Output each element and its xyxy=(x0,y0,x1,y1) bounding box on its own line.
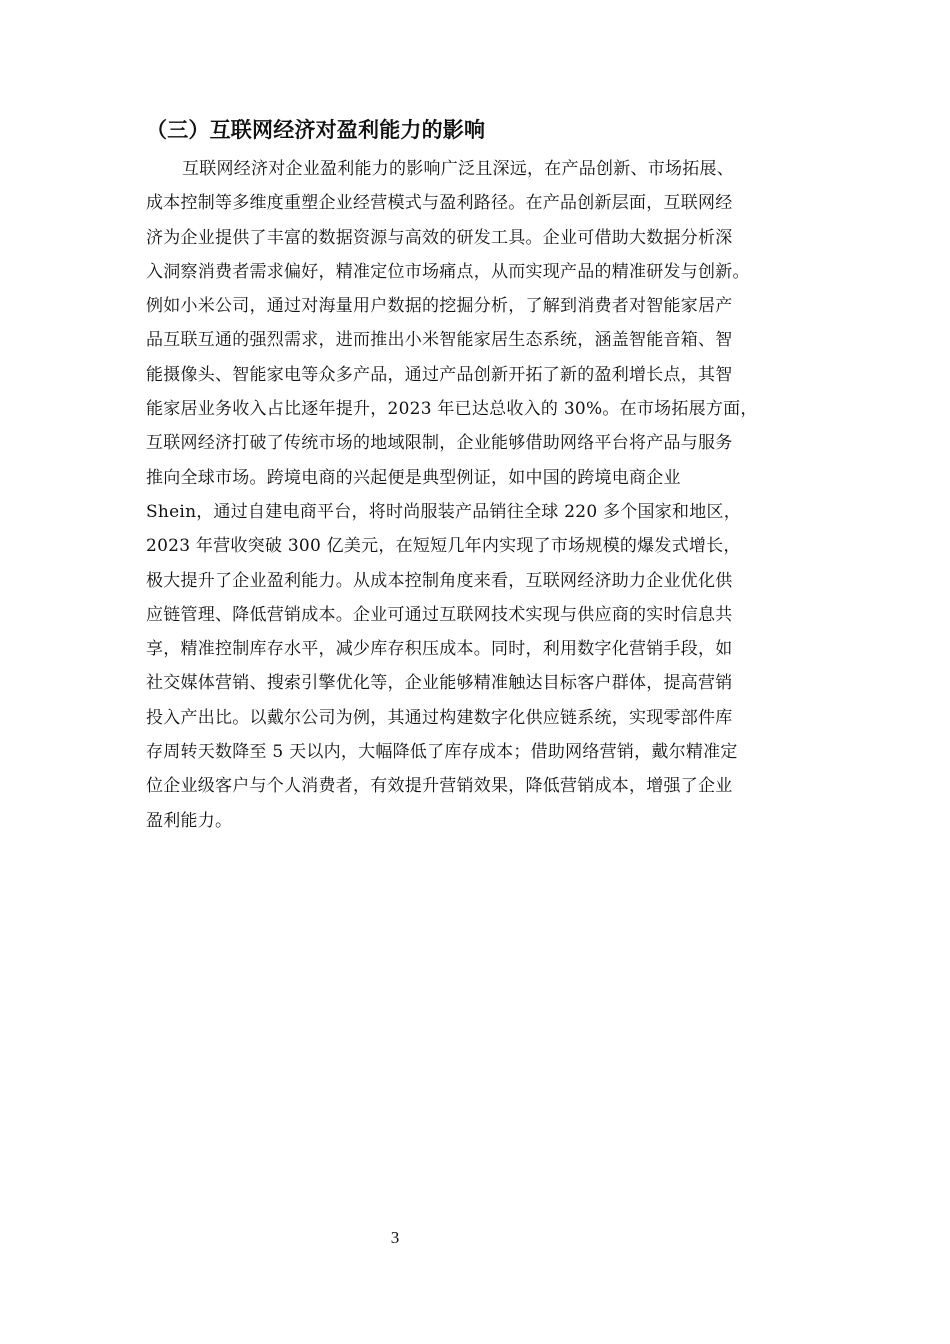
paragraph-line: 品互联互通的强烈需求，进而推出小米智能家居生态系统，涵盖智能音箱、智 xyxy=(146,330,733,351)
paragraph-line: 入洞察消费者需求偏好，精准定位市场痛点，从而实现产品的精准研发与创新。 xyxy=(146,261,750,282)
paragraph-line: 济为企业提供了丰富的数据资源与高效的研发工具。企业可借助大数据分析深 xyxy=(146,227,733,248)
paragraph-line: 互联网经济对企业盈利能力的影响广泛且深远，在产品创新、市场拓展、 xyxy=(182,159,734,179)
page-number: 3 xyxy=(390,1228,400,1247)
paragraph-line: 互联网经济打破了传统市场的地域限制，企业能够借助网络平台将产品与服务 xyxy=(146,433,733,454)
paragraph-line: 存周转天数降至 5 天以内，大幅降低了库存成本；借助网络营销，戴尔精准定 xyxy=(146,742,738,763)
paragraph-line: 成本控制等多维度重塑企业经营模式与盈利路径。在产品创新层面，互联网经 xyxy=(146,193,733,214)
paragraph-line: 盈利能力。 xyxy=(146,810,233,831)
paragraph-line: Shein，通过自建电商平台，将时尚服装产品销往全球 220 多个国家和地区， xyxy=(146,501,742,522)
section-heading: （三）互联网经济对盈利能力的影响 xyxy=(146,118,486,142)
paragraph-line: 能家居业务收入占比逐年提升，2023 年已达总收入的 30%。在市场拓展方面， xyxy=(146,399,758,420)
paragraph-line: 极大提升了企业盈利能力。从成本控制角度来看，互联网经济助力企业优化供 xyxy=(146,570,733,591)
paragraph-line: 位企业级客户与个人消费者，有效提升营销效果，降低营销成本，增强了企业 xyxy=(146,776,733,797)
paragraph-line: 享，精准控制库存水平，减少库存积压成本。同时，利用数字化营销手段，如 xyxy=(146,639,733,660)
paragraph-line: 2023 年营收突破 300 亿美元，在短短几年内实现了市场规模的爆发式增长， xyxy=(146,536,741,557)
body-paragraph xyxy=(146,152,826,838)
paragraph-line: 投入产出比。以戴尔公司为例，其通过构建数字化供应链系统，实现零部件库 xyxy=(146,707,733,728)
paragraph-line: 应链管理、降低营销成本。企业可通过互联网技术实现与供应商的实时信息共 xyxy=(146,604,733,625)
paragraph-line: 社交媒体营销、搜索引擎优化等，企业能够精准触达目标客户群体，提高营销 xyxy=(146,673,733,694)
paragraph-line: 推向全球市场。跨境电商的兴起便是典型例证，如中国的跨境电商企业 xyxy=(146,467,681,488)
paragraph-line: 能摄像头、智能家电等众多产品，通过产品创新开拓了新的盈利增长点，其智 xyxy=(146,364,733,385)
paragraph-line: 例如小米公司，通过对海量用户数据的挖掘分析，了解到消费者对智能家居产 xyxy=(146,296,733,317)
